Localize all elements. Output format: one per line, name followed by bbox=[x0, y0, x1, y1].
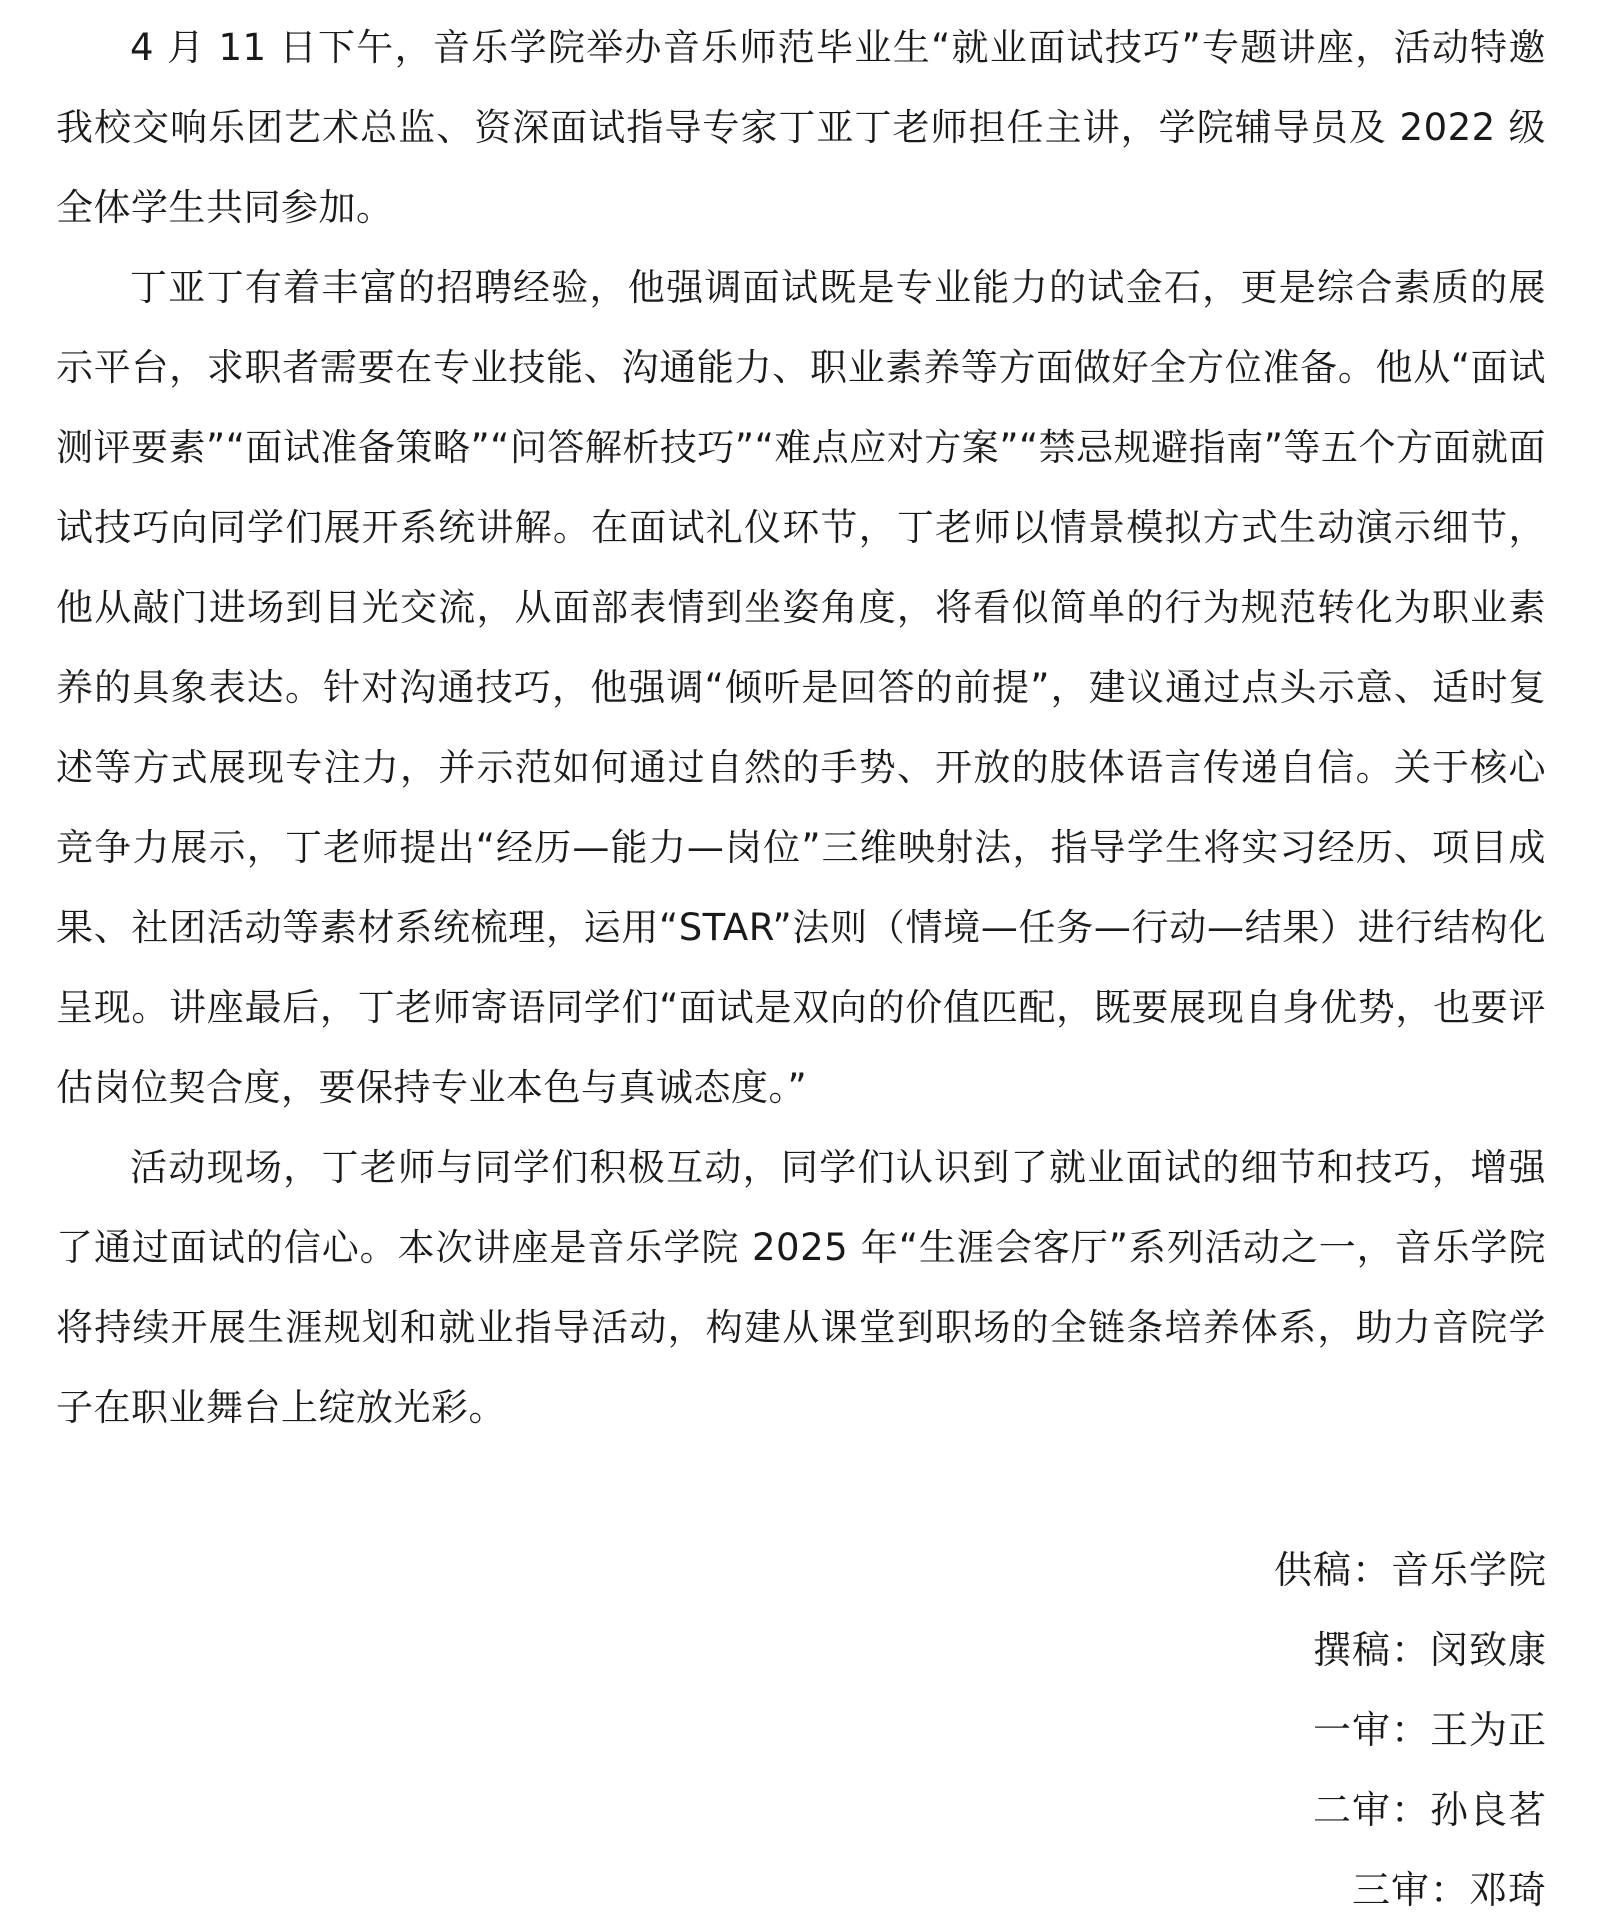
credit-first-review: 一审：王为正 bbox=[1312, 1708, 1547, 1752]
credit-writer: 撰稿：闵致康 bbox=[1312, 1628, 1547, 1672]
article-body bbox=[56, 8, 1546, 1448]
credit-second-review: 二审：孙良茗 bbox=[1312, 1788, 1547, 1832]
paragraph-intro: 4 月 11 日下午，音乐学院举办音乐师范毕业生“就业面试技巧”专题讲座，活动特邀我校交响乐团艺术总监、资深面试指导专家丁亚丁老师担任主讲，学院辅导员及 2022 级全体学生共同参加。 bbox=[56, 26, 1546, 229]
credits-block bbox=[1274, 1530, 1547, 1930]
credit-third-review: 三审：邓琦 bbox=[1351, 1868, 1547, 1912]
credit-contributor: 供稿：音乐学院 bbox=[1273, 1548, 1547, 1592]
paragraph-conclusion: 活动现场，丁老师与同学们积极互动，同学们认识到了就业面试的细节和技巧，增强了通过面试的信心。本次讲座是音乐学院 2025 年“生涯会客厅”系列活动之一，音乐学院将持续开展生涯规划和就业指导活动，构建从课堂到职场的全链条培养体系，助力音院学子在职业舞台上绽放光彩。 bbox=[56, 1146, 1546, 1429]
paragraph-lecture-content: 丁亚丁有着丰富的招聘经验，他强调面试既是专业能力的试金石，更是综合素质的展示平台，求职者需要在专业技能、沟通能力、职业素养等方面做好全方位准备。他从“面试测评要素”“面试准备策略”“问答解析技巧”“难点应对方案”“禁忌规避指南”等五个方面就面试技巧向同学们展开系统讲解。在面试礼仪环节，丁老师以情景模拟方式生动演示细节，他从敲门进场到目光交流，从面部表情到坐姿角度，将看似简单的行为规范转化为职业素养的具象表达。针对沟通技巧，他强调“倾听是回答的前提”，建议通过点头示意、适时复述等方式展现专注力，并示范如何通过自然的手势、开放的肢体语言传递自信。关于核心竞争力展示，丁老师提出“经历—能力—岗位”三维映射法，指导学生将实习经历、项目成果、社团活动等素材系统梳理，运用“STAR”法则（情境—任务—行动—结果）进行结构化呈现。讲座最后，丁老师寄语同学们“面试是双向的价值匹配，既要展现自身优势，也要评估岗位契合度，要保持专业本色与真诚态度。” bbox=[56, 266, 1546, 1109]
